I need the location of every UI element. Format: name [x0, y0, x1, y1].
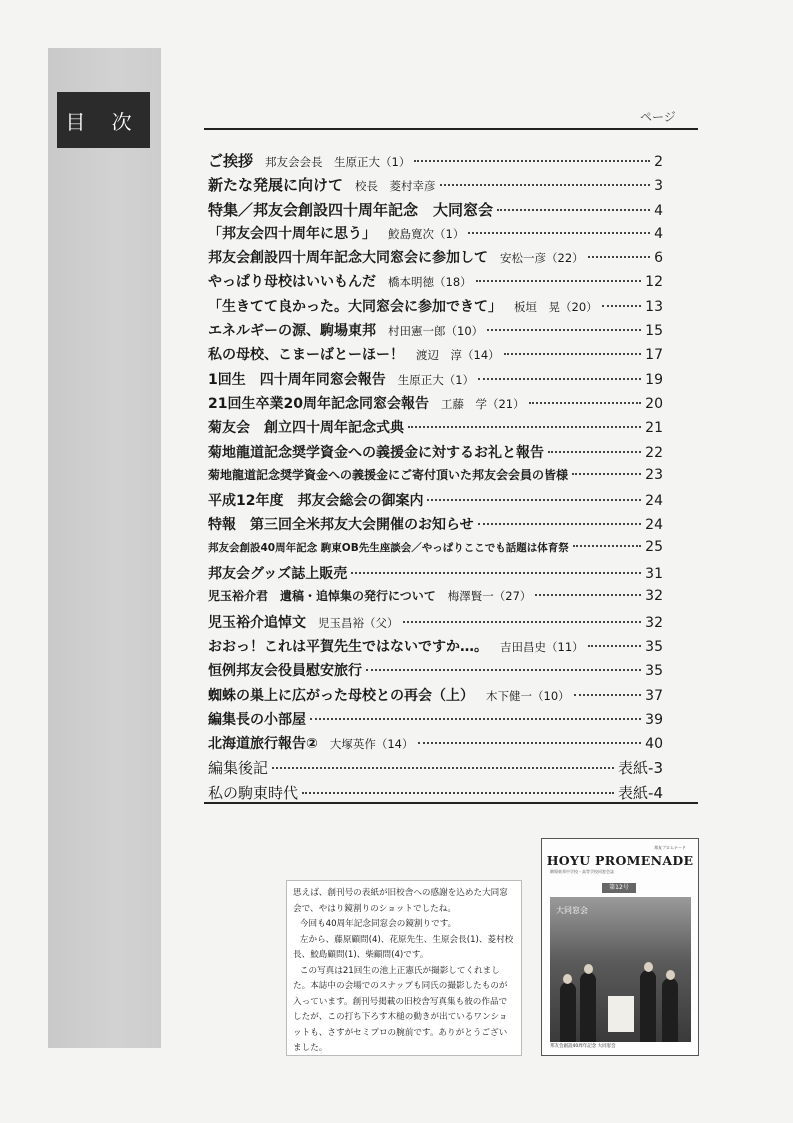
- toc-entry-title: 1回生 四十周年同窓会報告: [208, 371, 386, 388]
- caption-paragraph: 今回も40周年記念同窓会の鏡割りです。: [299, 919, 457, 929]
- toc-entry-author: 鮫島寛次（1）: [388, 226, 465, 241]
- toc-heading: 目 次: [57, 92, 150, 148]
- toc-leader-dots: [574, 694, 642, 696]
- toc-entry-page: 23: [645, 466, 663, 483]
- caption-paragraph: 左から、藤原顧問(4)、花原先生、生原会長(1)、菱村校長、鮫島顧問(1)、柴顧問(4)です。: [293, 934, 514, 960]
- top-rule: [204, 128, 698, 130]
- toc-leader-dots: [573, 545, 641, 547]
- toc-entry: [208, 685, 663, 709]
- photo-person-head: [666, 970, 675, 980]
- toc-entry-page: 4: [654, 225, 663, 242]
- toc-entry: [208, 296, 663, 320]
- toc-entry-author: 板垣 晃（20）: [514, 299, 598, 314]
- toc-entry-page: 20: [645, 395, 663, 412]
- toc-entry: [208, 757, 663, 781]
- toc-entry-title: 私の駒東時代: [208, 783, 299, 802]
- toc-entry: [208, 587, 663, 611]
- toc-entry-title: 菊友会 創立四十周年記念式典: [208, 420, 404, 437]
- toc-leader-dots: [408, 426, 641, 428]
- toc-entry-title: 菊地龍道記念奨学資金への義援金に対するお礼と報告: [208, 444, 544, 461]
- photo-person-head: [563, 974, 572, 984]
- toc-entry-title: やっぱり母校はいいもんだ: [208, 274, 376, 291]
- toc-entry-author: 児玉昌裕（父）: [318, 615, 399, 630]
- toc-entry: [208, 636, 663, 660]
- toc-entry-page: 6: [654, 250, 663, 267]
- toc-entry: [208, 199, 663, 223]
- toc-entry-author: 生原正大（1）: [397, 372, 475, 387]
- toc-entry-author: 渡辺 淳（14）: [416, 348, 500, 363]
- toc-leader-dots: [351, 572, 641, 574]
- toc-leader-dots: [427, 499, 641, 501]
- toc-entry-page: 22: [645, 444, 663, 461]
- toc-entry: [208, 320, 663, 344]
- toc-entry-page: 25: [645, 538, 663, 555]
- toc-entry: [208, 150, 663, 174]
- toc-entry-page: 表紙-4: [618, 783, 663, 802]
- toc-leader-dots: [487, 329, 641, 331]
- toc-entry: [208, 563, 663, 587]
- cover-photo-banner: 大同窓会: [556, 906, 588, 915]
- toc-entry-title: 「生きてて良かった。大同窓会に参加できて」: [208, 298, 502, 315]
- toc-entry: [208, 612, 663, 636]
- toc-entry-page: 19: [645, 371, 663, 388]
- toc-entry: [208, 369, 663, 393]
- toc-entry-page: 2: [654, 154, 663, 170]
- caption-paragraph: 思えば、創刊号の表紙が旧校舎への感謝を込めた大同窓会で、やはり鏡割りのショットでしたね。: [293, 888, 508, 914]
- toc-entry-author: 橋本明徳（18）: [388, 275, 472, 290]
- toc-entry-author: 校長 菱村幸彦: [355, 179, 436, 194]
- toc-entry-title: 21回生卒業20周年記念同窓会報告: [208, 395, 429, 412]
- toc-entry-title: 私の母校、こまーばとーほー！: [208, 347, 404, 364]
- photo-person-head: [584, 964, 593, 974]
- toc-leader-dots: [272, 767, 614, 769]
- toc-entry-page: 31: [645, 566, 663, 583]
- toc-entry-page: 3: [654, 178, 663, 195]
- photo-person: [580, 972, 596, 1042]
- toc-leader-dots: [602, 305, 642, 307]
- bottom-rule: [204, 802, 698, 804]
- toc-entry-author: 梅澤賢一（27）: [447, 589, 532, 604]
- toc-entry: [208, 490, 663, 514]
- magazine-cover-thumbnail: [541, 838, 699, 1056]
- cover-issue-badge: 第12号: [602, 883, 636, 893]
- page-column-header: ページ: [640, 110, 676, 124]
- cover-footer: 邦友会創設40周年記念 大同窓会: [550, 1044, 616, 1049]
- toc-entry: [208, 709, 663, 733]
- toc-leader-dots: [302, 792, 614, 794]
- toc-entry-page: 32: [645, 588, 663, 605]
- toc-entry: [208, 539, 663, 563]
- toc-leader-dots: [310, 718, 641, 720]
- toc-entry-page: 4: [654, 202, 663, 219]
- toc-entry: [208, 271, 663, 295]
- toc-leader-dots: [504, 353, 642, 355]
- toc-leader-dots: [418, 742, 642, 744]
- toc-entry: [208, 174, 663, 198]
- toc-entry-author: 吉田昌史（11）: [500, 639, 584, 654]
- toc-entry-title: 蜘蛛の巣上に広がった母校との再会（上）: [208, 687, 474, 704]
- caption-paragraph: この写真は21回生の池上正憲氏が撮影してくれました。本誌中の会場でのスナップも同氏の撮影したものが入っています。創刊号掲載の旧校舎写真集も彼の作品でしたが、この打ち下ろす木槌の動きが出ているワンショットも、さすがセミプロの腕前です。ありがとうございました。: [293, 965, 508, 1053]
- left-gray-band: [48, 48, 161, 1048]
- toc-leader-dots: [403, 621, 642, 623]
- toc-entry-title: 邦友会グッズ誌上販売: [208, 566, 348, 583]
- toc-entry-title: 特集／邦友会創設四十周年記念 大同窓会: [208, 200, 494, 219]
- toc-entry: [208, 223, 663, 247]
- photo-caption: [286, 880, 522, 1056]
- photo-sake-barrel: [608, 996, 634, 1032]
- toc-entry-author: 木下健一（10）: [486, 688, 570, 703]
- toc-entry-author: 工藤 学（21）: [440, 396, 525, 411]
- toc-entry: [208, 442, 663, 466]
- toc-entry-title: 新たな発展に向けて: [208, 176, 344, 195]
- toc-entry-page: 24: [645, 493, 663, 510]
- toc-entry-title: 編集後記: [208, 759, 269, 778]
- toc-entry: [208, 466, 663, 490]
- toc-entry-title: 児玉裕介追悼文: [208, 614, 306, 631]
- toc-entry-page: 12: [645, 274, 663, 291]
- toc-entry-page: 37: [645, 687, 663, 704]
- toc-leader-dots: [478, 523, 642, 525]
- table-of-contents: [208, 150, 663, 806]
- cover-top-small-text: 邦友プロムナード: [654, 845, 686, 850]
- toc-leader-dots: [535, 594, 641, 596]
- toc-entry: [208, 733, 663, 757]
- toc-entry-page: 24: [645, 517, 663, 534]
- toc-entry-page: 32: [645, 614, 663, 631]
- toc-entry-page: 21: [645, 420, 663, 437]
- cover-photo: [550, 897, 691, 1042]
- toc-entry-page: 表紙-3: [618, 759, 663, 778]
- toc-entry-page: 35: [645, 638, 663, 655]
- toc-entry-title: 「邦友会四十周年に思う」: [208, 225, 376, 242]
- photo-person-head: [644, 962, 653, 972]
- cover-title: HOYU PROMENADE: [546, 853, 694, 868]
- toc-entry-page: 15: [645, 323, 663, 340]
- toc-entry-title: 菊地龍道記念奨学資金への義援金にご寄付頂いた邦友会会員の皆様: [208, 467, 569, 482]
- toc-entry-page: 35: [645, 663, 663, 680]
- toc-leader-dots: [478, 378, 641, 380]
- toc-entry-title: 邦友会創設四十周年記念大同窓会に参加して: [208, 250, 488, 267]
- toc-leader-dots: [468, 232, 650, 234]
- toc-entry-author: 邦友会会長 生原正大（1）: [265, 155, 411, 169]
- toc-entry-title: エネルギーの源、駒場東邦: [208, 323, 376, 340]
- toc-entry-title: 平成12年度 邦友会総会の御案内: [208, 493, 424, 510]
- photo-person: [640, 970, 656, 1042]
- toc-leader-dots: [440, 184, 651, 186]
- toc-leader-dots: [414, 160, 650, 162]
- toc-entry: [208, 393, 663, 417]
- photo-person: [662, 978, 678, 1042]
- photo-person: [560, 982, 576, 1042]
- toc-entry-author: 大塚英作（14）: [329, 737, 414, 752]
- toc-entry-title: 編集長の小部屋: [208, 711, 306, 728]
- toc-entry: [208, 660, 663, 684]
- toc-leader-dots: [366, 669, 641, 671]
- toc-entry: [208, 247, 663, 271]
- toc-entry-title: 特報 第三回全米邦友大会開催のお知らせ: [208, 517, 474, 534]
- toc-entry-page: 13: [645, 298, 663, 315]
- toc-entry-title: 恒例邦友会役員慰安旅行: [208, 663, 362, 680]
- toc-leader-dots: [529, 402, 642, 404]
- toc-leader-dots: [497, 209, 650, 211]
- toc-entry-title: 北海道旅行報告②: [208, 736, 318, 753]
- toc-entry-title: おおっ！これは平賀先生ではないですか…。: [208, 638, 488, 655]
- toc-entry-page: 17: [645, 347, 663, 364]
- toc-leader-dots: [588, 645, 642, 647]
- toc-entry-title: 邦友会創設40周年記念 駒東OB先生座談会／やっぱりここでも話題は体育祭: [208, 541, 569, 554]
- toc-entry: [208, 514, 663, 538]
- toc-leader-dots: [548, 451, 641, 453]
- toc-entry-title: 児玉裕介君 遺稿・追悼集の発行について: [208, 589, 436, 604]
- toc-entry: [208, 417, 663, 441]
- toc-leader-dots: [588, 256, 650, 258]
- toc-entry-page: 40: [645, 736, 663, 753]
- toc-entry-author: 村田憲一郎（10）: [388, 324, 484, 339]
- cover-subtitle: 駒場東邦中学校・高等学校同窓会誌: [550, 869, 614, 874]
- toc-leader-dots: [572, 473, 641, 475]
- toc-leader-dots: [476, 280, 642, 282]
- toc-entry-author: 安松一彦（22）: [500, 251, 584, 266]
- toc-entry-title: ご挨拶: [208, 152, 254, 170]
- toc-entry: [208, 344, 663, 368]
- toc-entry-page: 39: [645, 711, 663, 728]
